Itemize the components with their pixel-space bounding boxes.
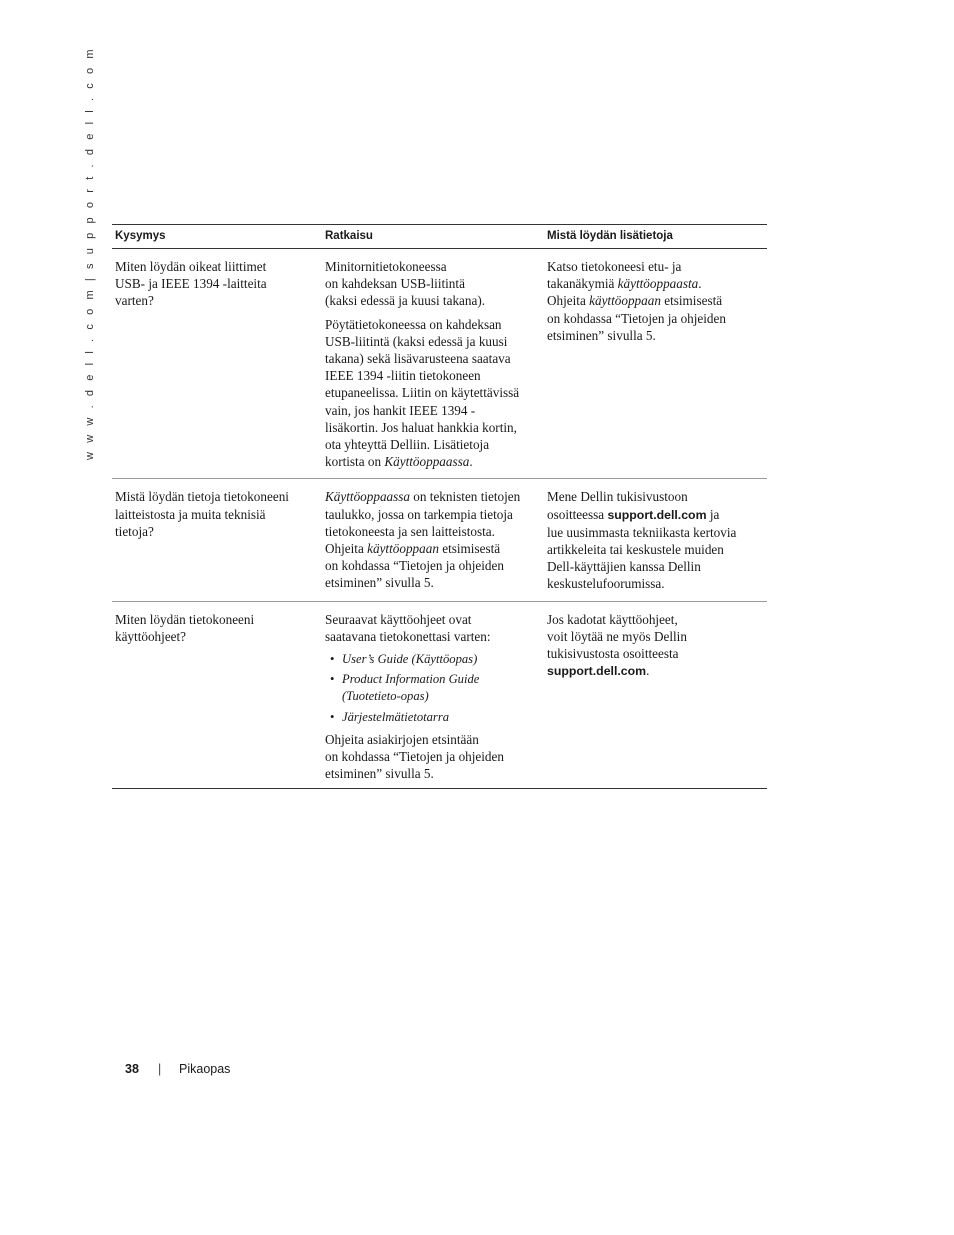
support-link[interactable]: support.dell.com (547, 664, 647, 679)
question-cell: Mistä löydän tietoja tietokoneeni laitteistosta ja muita teknisiä tietoja? (112, 479, 322, 601)
col-header-more-info: Mistä löydän lisätietoja (544, 225, 767, 249)
footer-separator: | (158, 1062, 162, 1076)
support-link[interactable]: support.dell.com (607, 507, 707, 522)
col-header-solution: Ratkaisu (322, 225, 544, 249)
list-item: • User’s Guide (Käyttöopas) (325, 651, 538, 668)
more-info-cell: Jos kadotat käyttöohjeet, voit löytää ne myös Dellin tukisivustosta osoitteesta support.dell.com. (544, 601, 767, 789)
question-cell: Miten löydän oikeat liittimet USB- ja IEEE 1394 -laitteita varten? (112, 249, 322, 479)
solution-cell: Seuraavat käyttöohjeet ovat saatavana tietokonettasi varten: • User’s Guide (Käyttöopas) • Product Information Guide (Tuotetieto-opas) • Järjestelmätietotarra Ohjeita asiakirjojen etsintään on kohdassa “Tietojen ja ohjeiden etsiminen” sivulla 5. (322, 601, 544, 789)
table-row (112, 249, 767, 479)
solution-cell: Käyttöoppaassa on teknisten tietojen taulukko, jossa on tarkempia tietoja tietokoneesta ja sen laitteistosta. Ohjeita käyttöoppaan etsimisestä on kohdassa “Tietojen ja ohjeiden etsiminen” sivulla 5. (322, 479, 544, 601)
more-info-cell: Katso tietokoneesi etu- ja takanäkymiä käyttöoppaasta. Ohjeita käyttöoppaan etsimisestä on kohdassa “Tietojen ja ohjeiden etsiminen” sivulla 5. (544, 249, 767, 479)
list-item: • Product Information Guide (Tuotetieto-opas) (325, 671, 538, 705)
document-title: Pikaopas (179, 1062, 231, 1076)
table-row (112, 479, 767, 601)
page-number: 38 (125, 1062, 139, 1076)
col-header-question: Kysymys (112, 225, 322, 249)
table-row (112, 601, 767, 789)
side-url-text: w w w . d e l l . c o m | s u p p o r t . d e l l . c o m (84, 46, 96, 460)
table-header-row (112, 225, 767, 249)
info-table (112, 224, 767, 789)
question-cell: Miten löydän tietokoneeni käyttöohjeet? (112, 601, 322, 789)
document-list (325, 651, 538, 726)
more-info-cell: Mene Dellin tukisivustoon osoitteessa support.dell.com ja lue uusimmasta tekniikasta kertovia artikkeleita tai keskustele muiden Dell-käyttäjien kanssa Dellin keskustelufoorumissa. (544, 479, 767, 601)
list-item: • Järjestelmätietotarra (325, 709, 538, 726)
solution-cell: Minitornitietokoneessa on kahdeksan USB-liitintä (kaksi edessä ja kuusi takana). Pöytätietokoneessa on kahdeksan USB-liitintä (kaksi edessä ja kuusi takana) sekä lisävarusteena saatava IEEE 1394 -liitin tietokoneen etupaneelissa. Liitin on käytettävissä vain, jos hankit IEEE 1394 - lisäkortin. Jos haluat hankkia kortin, ota yhteyttä Delliin. Lisätietoja kortista on Käyttöoppaassa. (322, 249, 544, 479)
